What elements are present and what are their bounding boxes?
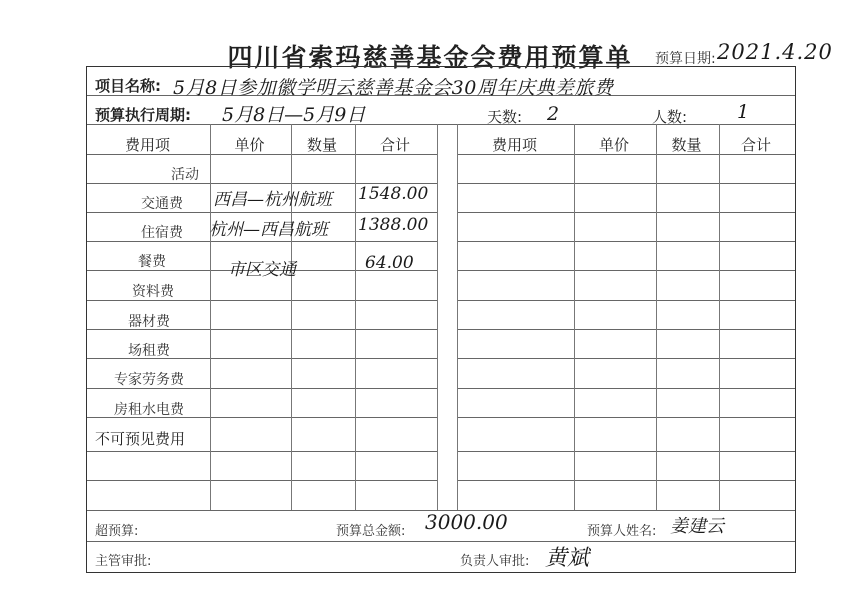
meals-total: 64.00	[365, 253, 414, 273]
left-header-price: 单价	[234, 136, 265, 154]
budget-total-value: 3000.00	[425, 510, 508, 534]
row-item-rent-utilities: 房租水电费	[114, 402, 184, 418]
row-item-activity: 活动	[171, 167, 199, 183]
budget-date-label: 预算日期:	[655, 51, 716, 67]
supervisor-label: 主管审批:	[95, 554, 152, 569]
right-header-qty: 数量	[671, 136, 702, 154]
row-item-equipment: 器材费	[128, 314, 170, 330]
days-label: 天数:	[487, 108, 523, 126]
row-item-venue: 场租费	[128, 343, 170, 359]
people-value: 1	[737, 101, 750, 123]
right-header-item: 费用项	[491, 136, 537, 154]
left-header-item: 费用项	[124, 136, 170, 154]
budget-period-label: 预算执行周期:	[95, 106, 191, 124]
row-item-meals: 餐费	[138, 254, 166, 270]
days-value: 2	[547, 103, 560, 125]
lodging-total: 1388.00	[358, 215, 429, 235]
row-item-materials: 资料费	[132, 284, 174, 300]
left-header-qty: 数量	[306, 136, 337, 154]
lodging-detail: 杭州—西昌航班	[209, 220, 328, 240]
preparer-signature: 姜建云	[670, 516, 724, 537]
transport-detail: 西昌—杭州航班	[213, 190, 332, 210]
left-header-total: 合计	[379, 136, 410, 154]
overrun-label: 超预算:	[95, 524, 139, 539]
meals-detail: 市区交通	[228, 260, 296, 280]
row-item-lodging: 住宿费	[141, 225, 183, 241]
right-header-total: 合计	[740, 136, 771, 154]
project-name-label: 项目名称:	[95, 77, 161, 95]
right-header-price: 单价	[598, 136, 629, 154]
row-item-transport: 交通费	[141, 196, 183, 212]
approver-label: 负责人审批:	[460, 554, 530, 569]
budget-total-label: 预算总金额:	[336, 524, 406, 539]
row-item-expert-fee: 专家劳务费	[114, 372, 184, 388]
budget-period-value: 5月8日—5月9日	[222, 104, 366, 126]
row-item-unforeseen: 不可预见费用	[95, 430, 186, 448]
approver-signature: 黄斌	[545, 546, 590, 571]
transport-total: 1548.00	[358, 184, 429, 204]
budget-date-value: 2021.4.20	[717, 40, 833, 64]
preparer-label: 预算人姓名:	[587, 524, 657, 539]
form-title: 四川省索玛慈善基金会费用预算单	[227, 43, 633, 72]
project-name-value: 5月8日参加徽学明云慈善基金会30周年庆典差旅费	[173, 77, 614, 99]
people-label: 人数:	[652, 108, 688, 126]
